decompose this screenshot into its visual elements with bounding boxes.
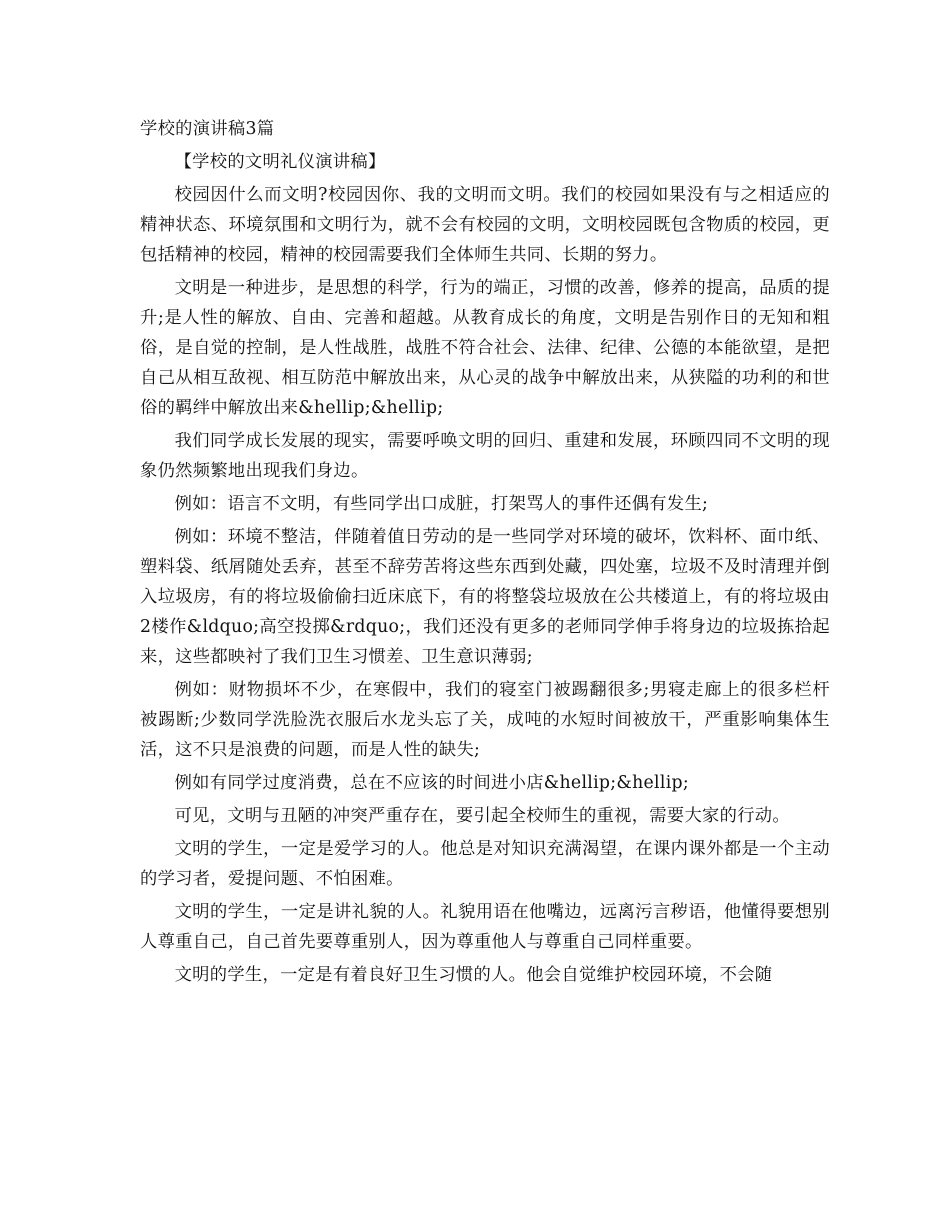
- paragraph: 文明的学生，一定是爱学习的人。他总是对知识充满渴望，在课内课外都是一个主动的学习者，爱提问题、不怕困难。: [140, 839, 830, 889]
- paragraph: 例如：语言不文明，有些同学出口成脏，打架骂人的事件还偶有发生;: [174, 494, 709, 514]
- paragraph: 文明的学生，一定是讲礼貌的人。礼貌用语在他嘴边，远离污言秽语，他懂得要想别人尊重自己，自己首先要尊重别人，因为尊重他人与尊重自己同样重要。: [140, 902, 830, 952]
- section-title: 【学校的文明礼仪演讲稿】: [174, 152, 386, 172]
- paragraph: 例如：财物损坏不少，在寒假中，我们的寝室门被踢翻很多;男寝走廊上的很多栏杆被踢断;少数同学洗脸洗衣服后水龙头忘了关，成吨的水短时间被放干，严重影响集体生活，这不只是浪费的问题，而是人性的缺失;: [140, 680, 830, 760]
- document-body: [140, 114, 830, 993]
- document-title: 学校的演讲稿3篇: [140, 119, 275, 139]
- paragraph: 我们同学成长发展的现实，需要呼唤文明的回归、重建和发展，环顾四同不文明的现象仍然频繁地出现我们身边。: [140, 431, 830, 481]
- paragraph: 校园因什么而文明?校园因你、我的文明而文明。我们的校园如果没有与之相适应的精神状态、环境氛围和文明行为，就不会有校园的文明，文明校园既包含物质的校园，更包括精神的校园，精神的校园需要我们全体师生共同、长期的努力。: [140, 185, 830, 265]
- paragraph: 例如有同学过度消费，总在不应该的时间进小店&hellip;&hellip;: [174, 773, 690, 793]
- paragraph: 文明的学生，一定是有着良好卫生习惯的人。他会自觉维护校园环境，不会随: [174, 965, 773, 985]
- paragraph: 可见，文明与丑陋的冲突严重存在，要引起全校师生的重视，需要大家的行动。: [174, 806, 790, 826]
- paragraph: 文明是一种进步，是思想的科学，行为的端正，习惯的改善，修养的提高，品质的提升;是人性的解放、自由、完善和超越。从教育成长的角度，文明是告别作日的无知和粗俗，是自觉的控制，是人性战胜，战胜不符合社会、法律、纪律、公德的本能欲望，是把自己从相互敌视、相互防范中解放出来，从心灵的战争中解放出来，从狭隘的功利的和世俗的羁绊中解放出来&hellip;&hellip;: [140, 278, 830, 418]
- paragraph: 例如：环境不整洁，伴随着值日劳动的是一些同学对环境的破坏，饮料杯、面巾纸、塑料袋、纸屑随处丢弃，甚至不辞劳苦将这些东西到处藏，四处塞，垃圾不及时清理并倒入垃圾房，有的将垃圾偷偷扫近床底下，有的将整袋垃圾放在公共楼道上，有的将垃圾由2楼作&ldquo;高空投掷&rdquo;，我们还没有更多的老师同学伸手将身边的垃圾拣拾起来，这些都映衬了我们卫生习惯差、卫生意识薄弱;: [140, 527, 830, 667]
